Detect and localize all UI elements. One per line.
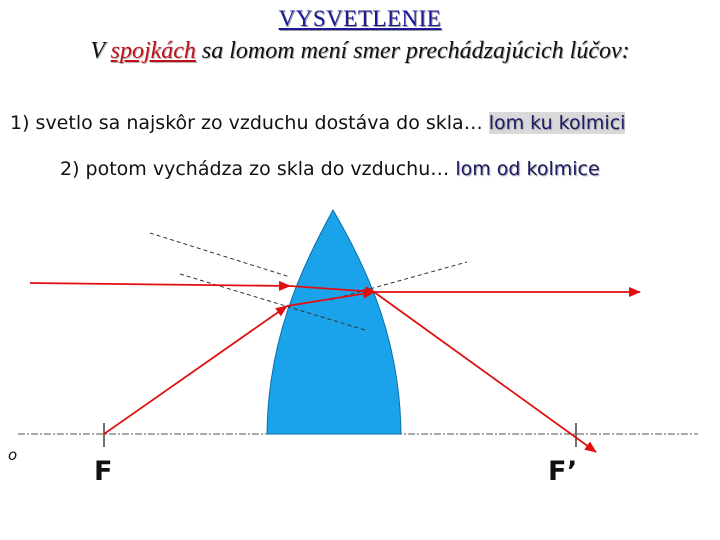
step-2-emphasis: lom od kolmice <box>455 158 600 180</box>
ray-emergent-to-focus <box>374 292 596 452</box>
subtitle-highlight: spojkách <box>110 38 196 64</box>
subtitle-suffix: sa lomom mení smer prechádzajúcich lúčov: <box>195 38 630 64</box>
focus-image-label: F’ <box>548 456 578 487</box>
step-1-text: 1) svetlo sa najskôr zo vzduchu dostáva do skla… <box>10 112 489 134</box>
ray-incident-parallel <box>30 283 290 286</box>
step-1-emphasis: lom ku kolmici <box>488 112 626 134</box>
subtitle-prefix: V <box>90 38 111 64</box>
axis-label: o <box>8 446 18 464</box>
normal-line-entry-1 <box>150 233 290 277</box>
step-2-text: 2) potom vychádza zo skla do vzduchu… <box>60 158 456 180</box>
ray-incident-from-focus <box>104 306 287 434</box>
focus-label: F <box>94 456 113 487</box>
slide-title: VYSVETLENIE <box>278 6 442 31</box>
converging-lens <box>267 210 401 434</box>
